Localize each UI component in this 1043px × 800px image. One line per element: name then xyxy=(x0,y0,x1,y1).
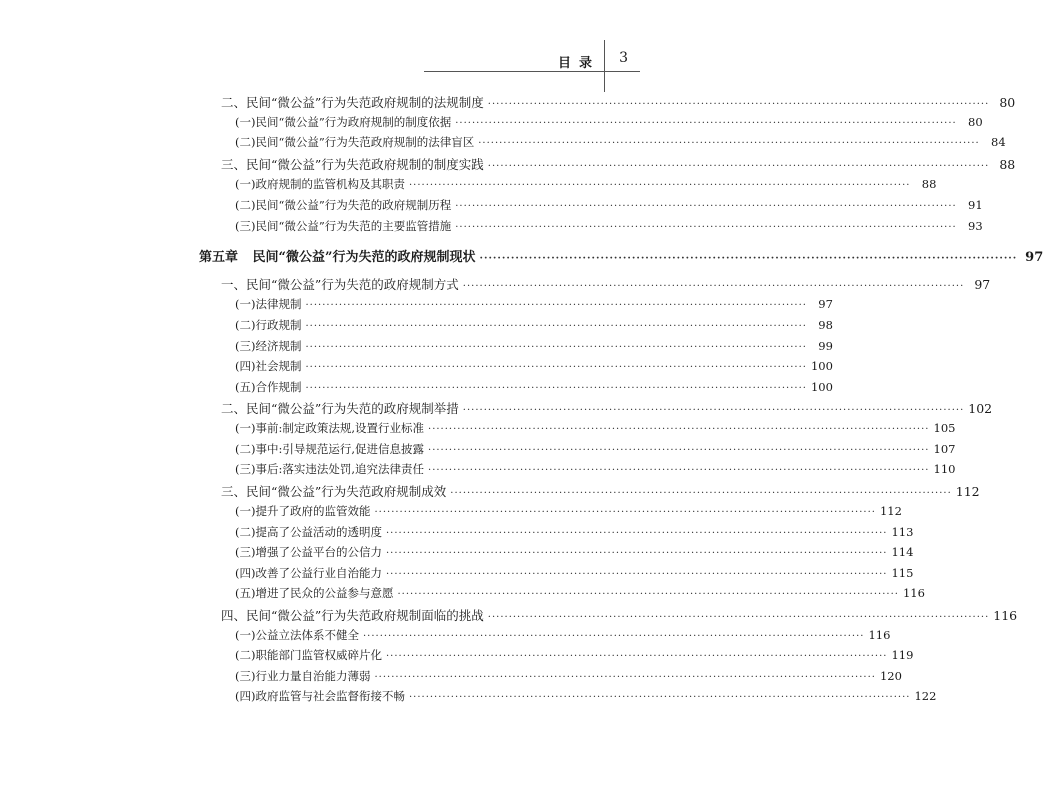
toc-leader-dots: ························································································································ xyxy=(428,445,930,456)
toc-entry-page: 80 xyxy=(999,95,1016,110)
toc-leader-dots: ························································································································ xyxy=(428,465,930,476)
toc-leader-dots: ························································································································ xyxy=(487,99,990,110)
toc-leader-dots: ························································································································ xyxy=(385,548,888,559)
toc-entry-page: 112 xyxy=(955,484,980,499)
toc-entry-title: (三)民间“微公益”行为失范的主要监管措施 xyxy=(235,219,452,233)
toc-leader-dots: ························································································································ xyxy=(428,424,930,435)
toc-subsection-entry[interactable] xyxy=(235,647,914,663)
toc-entry-page: 113 xyxy=(891,525,914,539)
toc-entry-title: (一)政府规制的监管机构及其职责 xyxy=(235,177,405,191)
toc-chapter-entry[interactable] xyxy=(199,246,1043,265)
toc-entry-title: (四)改善了公益行业自治能力 xyxy=(235,566,382,580)
toc-entry-title: (一)公益立法体系不健全 xyxy=(235,628,359,642)
toc-entry-title: (三)行业力量自治能力薄弱 xyxy=(235,669,371,683)
toc-entry-page: 119 xyxy=(891,648,914,662)
toc-entry-title: (一)事前:制定政策法规,设置行业标准 xyxy=(235,421,425,435)
toc-entry-page: 114 xyxy=(891,545,914,559)
toc-section-entry[interactable] xyxy=(221,606,1018,624)
toc-leader-dots: ························································································································ xyxy=(385,651,888,662)
toc-leader-dots: ························································································································ xyxy=(462,405,965,416)
toc-subsection-entry[interactable] xyxy=(235,420,956,436)
toc-subsection-entry[interactable] xyxy=(235,668,902,684)
toc-subsection-entry[interactable] xyxy=(235,503,902,519)
toc-leader-dots: ························································································································ xyxy=(487,161,990,172)
toc-leader-dots: ························································································································ xyxy=(455,201,957,212)
toc-entry-title: (一)提升了政府的监管效能 xyxy=(235,504,371,518)
toc-subsection-entry[interactable] xyxy=(235,134,1006,150)
toc-entry-page: 107 xyxy=(933,442,956,456)
toc-subsection-entry[interactable] xyxy=(235,296,833,312)
toc-entry-page: 115 xyxy=(891,566,914,580)
toc-leader-dots: ························································································································ xyxy=(408,180,911,191)
toc-leader-dots: ························································································································ xyxy=(487,612,990,623)
toc-subsection-entry[interactable] xyxy=(235,358,833,374)
toc-entry-page: 93 xyxy=(968,219,983,233)
toc-entry-title: (一)民间“微公益”行为政府规制的制度依据 xyxy=(235,115,452,129)
toc-entry-page: 100 xyxy=(810,380,833,394)
toc-subsection-entry[interactable] xyxy=(235,218,983,234)
toc-subsection-entry[interactable] xyxy=(235,441,956,457)
toc-subsection-entry[interactable] xyxy=(235,544,914,560)
toc-entry-title: 二、民间“微公益”行为失范的政府规制举措 xyxy=(221,401,459,416)
toc-leader-dots: ························································································································ xyxy=(455,222,957,233)
toc-entry-page: 105 xyxy=(933,421,956,435)
toc-section-entry[interactable] xyxy=(221,399,993,417)
toc-entry-title: (二)事中:引导规范运行,促进信息披露 xyxy=(235,442,425,456)
toc-entry-title: 四、民间“微公益”行为失范政府规制面临的挑战 xyxy=(221,608,484,623)
toc-entry-page: 97 xyxy=(818,297,833,311)
toc-entry-page: 112 xyxy=(879,504,902,518)
toc-entry-title: 三、民间“微公益”行为失范政府规制成效 xyxy=(221,484,447,499)
toc-entry-page: 84 xyxy=(991,135,1006,149)
toc-entry-page: 91 xyxy=(968,198,983,212)
toc-entry-title: (一)法律规制 xyxy=(235,297,302,311)
toc-entry-title: (二)职能部门监管权威碎片化 xyxy=(235,648,382,662)
toc-entry-title: 第五章 民间“微公益”行为失范的政府规制现状 xyxy=(199,250,476,265)
toc-leader-dots: ························································································································ xyxy=(305,321,807,332)
toc-leader-dots: ························································································································ xyxy=(385,528,888,539)
toc-leader-dots: ························································································································ xyxy=(305,300,807,311)
toc-entry-title: (二)民间“微公益”行为失范的政府规制历程 xyxy=(235,198,452,212)
toc-entry-page: 116 xyxy=(868,628,891,642)
toc-subsection-entry[interactable] xyxy=(235,338,833,354)
toc-entry-page: 88 xyxy=(921,177,937,191)
toc-entry-page: 98 xyxy=(818,318,833,332)
toc-subsection-entry[interactable] xyxy=(235,627,891,643)
toc-entry-page: 116 xyxy=(902,586,925,600)
toc-entry-title: (二)民间“微公益”行为失范政府规制的法律盲区 xyxy=(235,135,475,149)
toc-entry-title: 三、民间“微公益”行为失范政府规制的制度实践 xyxy=(221,157,484,172)
toc-leader-dots: ························································································································ xyxy=(305,342,807,353)
toc-subsection-entry[interactable] xyxy=(235,585,925,601)
header-title: 目录 xyxy=(557,56,600,71)
toc-entry-title: (二)行政规制 xyxy=(235,318,302,332)
toc-leader-dots: ························································································································ xyxy=(478,138,980,149)
toc-entry-page: 100 xyxy=(810,359,833,373)
toc-entry-page: 99 xyxy=(818,339,833,353)
toc-entry-title: (五)增进了民众的公益参与意愿 xyxy=(235,586,394,600)
toc-entry-title: (三)经济规制 xyxy=(235,339,302,353)
toc-entry-title: (四)社会规制 xyxy=(235,359,302,373)
toc-leader-dots: ························································································································ xyxy=(479,253,1018,264)
toc-section-entry[interactable] xyxy=(221,155,1016,173)
toc-entry-title: (四)政府监管与社会监督衔接不畅 xyxy=(235,689,405,703)
toc-subsection-entry[interactable] xyxy=(235,176,937,192)
toc-leader-dots: ························································································································ xyxy=(305,383,807,394)
toc-subsection-entry[interactable] xyxy=(235,379,833,395)
toc-entry-title: (五)合作规制 xyxy=(235,380,302,394)
toc-leader-dots: ························································································································ xyxy=(362,631,865,642)
toc-subsection-entry[interactable] xyxy=(235,317,833,333)
toc-subsection-entry[interactable] xyxy=(235,461,956,477)
toc-entry-page: 97 xyxy=(974,277,991,292)
toc-entry-page: 120 xyxy=(879,669,902,683)
toc-entry-page: 110 xyxy=(933,462,956,476)
toc-entry-title: 一、民间“微公益”行为失范的政府规制方式 xyxy=(221,277,459,292)
toc-leader-dots: ························································································································ xyxy=(374,507,876,518)
toc-leader-dots: ························································································································ xyxy=(305,362,807,373)
toc-entry-page: 102 xyxy=(968,401,993,416)
toc-leader-dots: ························································································································ xyxy=(450,488,952,499)
toc-entry-page: 88 xyxy=(999,157,1016,172)
toc-entry-title: 二、民间“微公益”行为失范政府规制的法规制度 xyxy=(221,95,484,110)
toc-leader-dots: ························································································································ xyxy=(408,692,911,703)
toc-section-entry[interactable] xyxy=(221,93,1016,111)
toc-entry-page: 80 xyxy=(968,115,983,129)
toc-entry-title: (二)提高了公益活动的透明度 xyxy=(235,525,382,539)
toc-leader-dots: ························································································································ xyxy=(385,569,888,580)
toc-entry-title: (三)事后:落实违法处罚,追究法律责任 xyxy=(235,462,425,476)
toc-section-entry[interactable] xyxy=(221,482,980,500)
toc-entry-page: 122 xyxy=(914,689,937,703)
toc-subsection-entry[interactable] xyxy=(235,565,914,581)
toc-entry-title: (三)增强了公益平台的公信力 xyxy=(235,545,382,559)
toc-entry-page: 116 xyxy=(993,608,1018,623)
toc-subsection-entry[interactable] xyxy=(235,524,914,540)
toc-subsection-entry[interactable] xyxy=(235,688,937,704)
toc-entry-page: 97 xyxy=(1025,250,1043,265)
toc-leader-dots: ························································································································ xyxy=(455,118,957,129)
toc-leader-dots: ························································································································ xyxy=(462,281,965,292)
toc-leader-dots: ························································································································ xyxy=(397,589,899,600)
toc-section-entry[interactable] xyxy=(221,275,991,293)
toc-subsection-entry[interactable] xyxy=(235,114,983,130)
toc-leader-dots: ························································································································ xyxy=(374,672,876,683)
toc-subsection-entry[interactable] xyxy=(235,197,983,213)
page-number: 3 xyxy=(619,50,628,66)
